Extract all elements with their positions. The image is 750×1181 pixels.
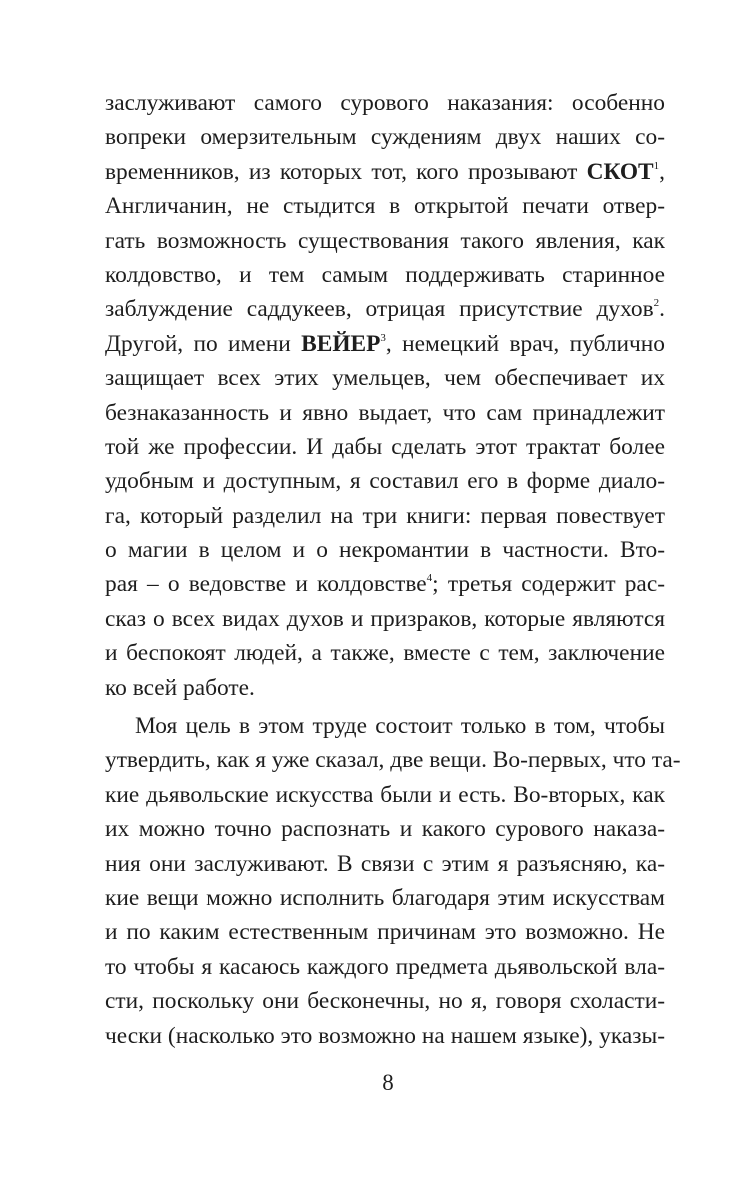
text-fragment: ; третья содержит рас- — [432, 571, 665, 598]
text-line: и беспокоят людей, а также, вместе с тем, заключение — [105, 640, 665, 667]
text-line: колдовство, и тем самым поддерживать старинное — [105, 261, 665, 288]
text-line: чески (насколько это возможно на нашем языке), указы- — [105, 1022, 665, 1049]
page-number: 8 — [382, 1070, 394, 1095]
text-fragment: Другой, по имени — [105, 330, 302, 357]
text-line: о магии в целом и о некромантии в частности. Вто- — [105, 537, 665, 564]
text-line: утвердить, как я уже сказал, две вещи. Во-первых, что та- — [105, 747, 681, 774]
footnote-marker-4: 4 — [426, 572, 433, 585]
text-line: их можно точно распознать и какого сурового наказа- — [105, 816, 665, 843]
text-line: той же профессии. И дабы сделать этот трактат более — [105, 433, 665, 460]
text-line: заслуживают самого сурового наказания: особенно — [105, 90, 665, 116]
name-weyer: ВЕЙЕР — [301, 330, 381, 357]
name-scot: СКОТ — [586, 158, 654, 185]
footnote-marker-2: 2 — [653, 297, 660, 310]
text-line: кие дьявольские искусства были и есть. Во-вторых, как — [105, 781, 665, 808]
text-line: то чтобы я касаюсь каждого предмета дьявольской вла- — [105, 953, 665, 980]
text-line: кие вещи можно исполнить благодаря этим искусствам — [105, 884, 665, 911]
text-line — [105, 567, 665, 601]
text-line — [105, 155, 665, 189]
text-fragment: рая – о ведовстве и колдовстве — [105, 571, 427, 598]
text-line: Моя цель в этом труде состоит только в том, чтобы — [135, 713, 665, 740]
text-line — [105, 292, 665, 326]
text-fragment: временников, из которых тот, кого прозывают — [105, 158, 587, 185]
text-line: гать возможность существования такого явления, как — [105, 227, 665, 254]
text-line: защищает всех этих умельцев, чем обеспечивает их — [105, 365, 665, 392]
text-line: удобным и доступным, я составил его в форме диало- — [105, 468, 665, 495]
footnote-marker-1: 1 — [653, 159, 660, 172]
text-fragment: заблуждение саддукеев, отрицая присутствие духов — [105, 296, 654, 323]
text-line — [105, 327, 665, 361]
text-line: га, который разделил на три книги: первая повествует — [105, 502, 665, 529]
text-fragment: , немецкий врач, публично — [385, 330, 666, 357]
text-line: вопреки омерзительным суждениям двух наших со- — [105, 124, 665, 151]
text-line: ния они заслуживают. В связи с этим я разъясняю, ка- — [105, 850, 665, 877]
paragraph-2 — [105, 709, 681, 1053]
text-line: сти, поскольку они бесконечны, но я, говоря схоласти- — [105, 988, 665, 1015]
body-text — [105, 86, 681, 1053]
text-line: ко всей работе. — [105, 674, 255, 701]
text-line: безнаказанность и явно выдает, что сам принадлежит — [105, 399, 665, 426]
punctuation: , — [659, 158, 665, 185]
text-line: Англичанин, не стыдится в открытой печати отвер- — [105, 193, 665, 220]
paragraph-1 — [105, 86, 665, 705]
punctuation: . — [659, 296, 665, 323]
footnote-marker-3: 3 — [380, 331, 386, 344]
text-line: и по каким естественным причинам это возможно. Не — [105, 919, 665, 946]
text-line: сказ о всех видах духов и призраков, которые являются — [105, 605, 665, 632]
